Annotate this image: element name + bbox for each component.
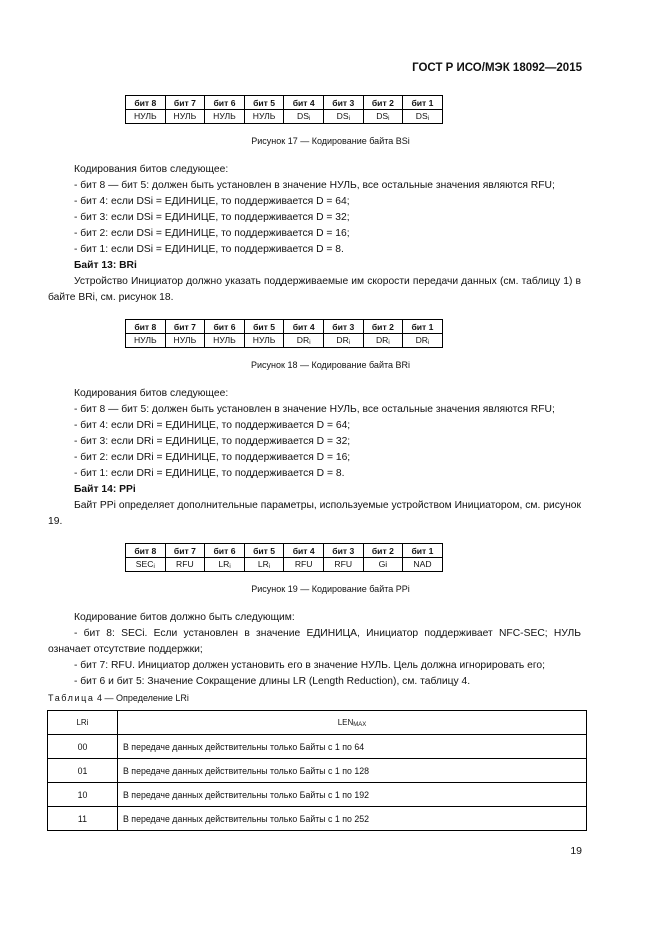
column-header-lr: LRi	[48, 711, 118, 735]
figure-caption: Рисунок 18 — Кодирование байта BRi	[251, 360, 410, 370]
paragraph: - бит 4: если DRi = ЕДИНИЦЕ, то поддерживается D = 64;	[74, 420, 351, 431]
figure-caption: Рисунок 19 — Кодирование байта PPi	[251, 584, 410, 594]
bit-value: Gi	[363, 558, 403, 572]
bit-header: бит 8	[126, 544, 166, 558]
bit-header: бит 5	[244, 320, 284, 334]
section-heading: Байт 13: BRi	[74, 260, 137, 271]
lr-definition-table	[47, 710, 587, 831]
bit-header: бит 1	[403, 320, 443, 334]
bit-value: $DR_i$	[284, 334, 324, 348]
table-row	[48, 807, 587, 831]
bit-table-fig19	[125, 543, 443, 572]
bit-value: RFU	[284, 558, 324, 572]
len-cell: В передаче данных действительны только Байты с 1 по 64	[118, 735, 587, 759]
bit-header: бит 3	[323, 96, 363, 110]
len-cell: В передаче данных действительны только Байты с 1 по 192	[118, 783, 587, 807]
lr-cell: 00	[48, 735, 118, 759]
bit-header: бит 5	[244, 96, 284, 110]
paragraph: - бит 6 и бит 5: Значение Сокращение длины LR (Length Reduction), см. таблицу 4.	[74, 676, 471, 687]
lr-cell: 11	[48, 807, 118, 831]
table-row	[48, 735, 587, 759]
text-block-3	[48, 610, 581, 690]
figure-caption: Рисунок 17 — Кодирование байта BSi	[251, 136, 410, 146]
bit-header: бит 3	[323, 320, 363, 334]
bit-table-fig17	[125, 95, 443, 124]
bit-value: НУЛЬ	[244, 110, 284, 124]
bit-value: $DS_i$	[284, 110, 324, 124]
bit-value: $DR_i$	[323, 334, 363, 348]
lr-cell: 10	[48, 783, 118, 807]
bit-value: $DS_i$	[403, 110, 443, 124]
bit-value: НУЛЬ	[205, 110, 245, 124]
bit-header: бит 7	[165, 320, 205, 334]
paragraph: - бит 1: если DRi = ЕДИНИЦЕ, то поддерживается D = 8.	[74, 468, 345, 479]
paragraph: - бит 3: если DRi = ЕДИНИЦЕ, то поддерживается D = 32;	[74, 436, 351, 447]
lr-cell: 01	[48, 759, 118, 783]
section-heading: Байт 14: PPi	[74, 484, 136, 495]
bit-value: $DR_i$	[403, 334, 443, 348]
bit-value: НУЛЬ	[244, 334, 284, 348]
bit-header: бит 2	[363, 544, 403, 558]
paragraph: Кодирование битов должно быть следующим:	[74, 612, 295, 623]
paragraph: Кодирования битов следующее:	[74, 388, 229, 399]
paragraph: - бит 8 — бит 5: должен быть установлен в значение НУЛЬ, все остальные значения являются RFU;	[74, 404, 555, 415]
bit-value: RFU	[165, 558, 205, 572]
bit-header: бит 8	[126, 96, 166, 110]
paragraph: Устройство Инициатор должно указать поддерживаемые им скорости передачи данных (см. таблицу 1) в байте BRi, см. рисунок 18.	[48, 276, 581, 303]
bit-value: НУЛЬ	[205, 334, 245, 348]
bit-value: NAD	[403, 558, 443, 572]
bit-value: $LR_i$	[205, 558, 245, 572]
bit-table-fig18	[125, 319, 443, 348]
paragraph: Байт PPi определяет дополнительные параметры, используемые устройством Инициатором, см. рисунок 19.	[48, 500, 581, 527]
bit-header: бит 4	[284, 96, 324, 110]
paragraph: - бит 2: если DRi = ЕДИНИЦЕ, то поддерживается D = 16;	[74, 452, 351, 463]
bit-header: бит 5	[244, 544, 284, 558]
bit-header: бит 6	[205, 96, 245, 110]
bit-value: $LR_i$	[244, 558, 284, 572]
paragraph: - бит 8 — бит 5: должен быть установлен в значение НУЛЬ, все остальные значения являются RFU;	[74, 180, 555, 191]
paragraph: - бит 2: если DSi = ЕДИНИЦЕ, то поддерживается D = 16;	[74, 228, 350, 239]
len-cell: В передаче данных действительны только Байты с 1 по 252	[118, 807, 587, 831]
page-number: 19	[570, 845, 582, 857]
bit-header: бит 8	[126, 320, 166, 334]
bit-value: НУЛЬ	[126, 334, 166, 348]
bit-header: бит 4	[284, 320, 324, 334]
bit-value: НУЛЬ	[165, 334, 205, 348]
paragraph: - бит 7: RFU. Инициатор должен установить его в значение НУЛЬ. Цель должна игнорировать его;	[74, 660, 545, 671]
document-header: ГОСТ Р ИСО/МЭК 18092—2015	[412, 62, 582, 74]
bit-header: бит 2	[363, 96, 403, 110]
bit-header: бит 1	[403, 544, 443, 558]
bit-value: RFU	[323, 558, 363, 572]
bit-header: бит 7	[165, 544, 205, 558]
bit-header: бит 6	[205, 544, 245, 558]
bit-value: $DS_i$	[363, 110, 403, 124]
text-block-1	[48, 162, 581, 306]
bit-header: бит 3	[323, 544, 363, 558]
bit-header: бит 1	[403, 96, 443, 110]
bit-header: бит 4	[284, 544, 324, 558]
bit-header: бит 6	[205, 320, 245, 334]
paragraph: - бит 4: если DSi = ЕДИНИЦЕ, то поддерживается D = 64;	[74, 196, 350, 207]
table-caption: Таблица 4 — Определение LRi	[48, 693, 189, 703]
bit-header: бит 7	[165, 96, 205, 110]
paragraph: - бит 8: SECi. Если установлен в значение ЕДИНИЦА, Инициатор поддерживает NFC-SEC; НУЛЬ означает отсутствие поддержки;	[48, 628, 581, 655]
bit-value: $SEC_i$	[126, 558, 166, 572]
bit-value: $DS_i$	[323, 110, 363, 124]
text-block-2	[48, 386, 581, 530]
bit-value: НУЛЬ	[126, 110, 166, 124]
table-row	[48, 759, 587, 783]
bit-value: $DR_i$	[363, 334, 403, 348]
bit-value: НУЛЬ	[165, 110, 205, 124]
table-row	[48, 783, 587, 807]
paragraph: - бит 1: если DSi = ЕДИНИЦЕ, то поддерживается D = 8.	[74, 244, 344, 255]
len-cell: В передаче данных действительны только Байты с 1 по 128	[118, 759, 587, 783]
bit-header: бит 2	[363, 320, 403, 334]
column-header-len: $LEN_{MAX}$	[118, 711, 587, 735]
paragraph: Кодирования битов следующее:	[74, 164, 229, 175]
paragraph: - бит 3: если DSi = ЕДИНИЦЕ, то поддерживается D = 32;	[74, 212, 350, 223]
